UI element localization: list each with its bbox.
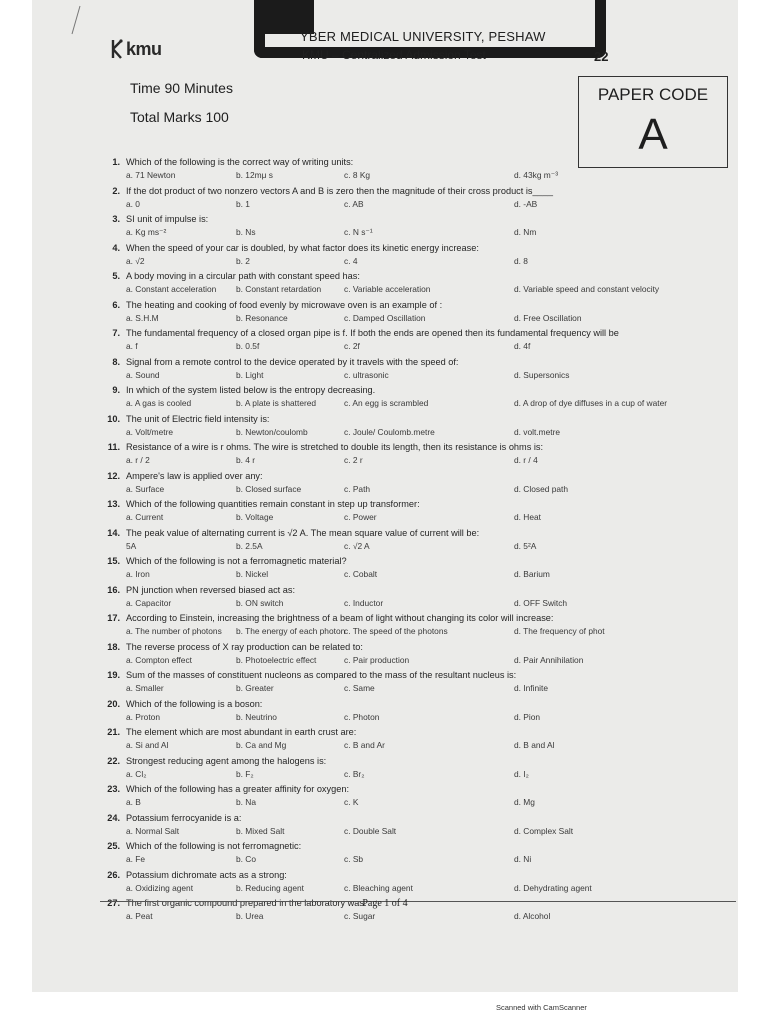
answer-option-b: b. Closed surface xyxy=(236,483,302,494)
answer-option-b: b. 12mμ s xyxy=(236,170,273,180)
answer-option-d: d. r / 4 xyxy=(514,455,538,465)
question-item xyxy=(94,357,734,386)
answer-option-d: d. Barium xyxy=(514,569,550,579)
question-text-line xyxy=(94,613,553,623)
question-item xyxy=(94,813,734,842)
answer-option-c: c. Pair production xyxy=(344,654,410,665)
question-text: Which of the following is not a ferromagnetic material? xyxy=(126,556,347,566)
question-item xyxy=(94,214,734,243)
answer-option-c: c. Photon xyxy=(344,711,380,722)
question-text-line xyxy=(94,756,326,766)
time-allowed: Time 90 Minutes xyxy=(130,80,233,96)
question-item xyxy=(94,613,734,642)
question-number: 20. xyxy=(107,698,120,709)
answer-option-c: c. Cobalt xyxy=(344,569,378,579)
answer-option-d: d. Heat xyxy=(514,512,542,522)
answer-option-a: a. Constant acceleration xyxy=(126,284,217,294)
answer-option-c: c. Sb xyxy=(344,854,364,864)
question-number: 4. xyxy=(112,242,120,253)
answer-option-a: a. Oxidizing agent xyxy=(126,882,194,893)
answer-option-d: d. Ni xyxy=(514,854,532,864)
question-text: Strongest reducing agent among the halogens is: xyxy=(126,755,327,766)
answer-option-a: a. Volt/metre xyxy=(126,426,174,437)
answer-option-d: d. Alcohol xyxy=(514,911,551,921)
answer-option-b: b. 1 xyxy=(236,198,250,209)
question-item xyxy=(94,157,734,186)
answer-option-b: b. Na xyxy=(236,797,257,807)
answer-option-c: c. Inductor xyxy=(344,597,384,608)
answer-option-b: b. Co xyxy=(236,854,257,864)
answer-option-d: d. Complex Salt xyxy=(514,825,574,836)
kmu-logo xyxy=(110,38,162,60)
answer-option-b: b. 2.5A xyxy=(236,540,263,551)
question-text-line xyxy=(94,870,287,880)
question-item xyxy=(94,585,734,614)
answer-option-b: b. 2 xyxy=(236,255,250,266)
question-text-line xyxy=(94,556,347,566)
answer-option-b: b. Ns xyxy=(236,227,256,237)
question-text: Which of the following is not ferromagnetic: xyxy=(126,841,302,851)
answer-option-a: a. Iron xyxy=(126,569,150,579)
answer-option-b: b. Resonance xyxy=(236,312,288,323)
question-number: 2. xyxy=(112,185,120,196)
answer-option-d: d. 5²A xyxy=(514,540,537,551)
answer-option-b: b. The energy of each photon xyxy=(236,626,346,636)
question-text-line xyxy=(94,699,262,709)
institution-name: YBER MEDICAL UNIVERSITY, PESHAW xyxy=(300,29,546,44)
answer-option-a: a. 71 Newton xyxy=(126,170,176,180)
question-text-line xyxy=(94,813,241,823)
question-text-line xyxy=(94,271,360,281)
question-text: The element which are most abundant in earth crust are: xyxy=(126,727,357,737)
question-number: 10. xyxy=(107,413,120,424)
question-item xyxy=(94,841,734,870)
question-text: Ampere's law is applied over any: xyxy=(126,470,263,481)
question-text-line xyxy=(94,499,420,509)
question-item xyxy=(94,328,734,357)
answer-option-c: c. K xyxy=(344,797,359,807)
answer-option-c: c. Joule/ Coulomb.metre xyxy=(344,426,435,437)
answer-option-b: b. Photoelectric effect xyxy=(236,654,317,665)
question-number: 9. xyxy=(112,385,120,395)
answer-option-d: d. Nm xyxy=(514,227,537,237)
question-number: 24. xyxy=(107,812,120,823)
page-number: Page 1 of 4 xyxy=(362,898,408,909)
question-number: 3. xyxy=(112,214,120,224)
answer-option-d: d. 43kg m⁻³ xyxy=(514,170,558,180)
answer-option-d: d. Pair Annihilation xyxy=(514,654,584,665)
question-text: The fundamental frequency of a closed organ pipe is f. If both the ends are opened then its fundamental frequency will be xyxy=(126,328,619,338)
question-text-line xyxy=(94,385,375,395)
question-text: Which of the following quantities remain constant in step up transformer: xyxy=(126,499,420,509)
answer-option-b: b. Urea xyxy=(236,911,264,921)
answer-option-c: c. Double Salt xyxy=(344,825,397,836)
question-text: The reverse process of X ray production can be related to: xyxy=(126,641,363,652)
answer-option-a: a. Surface xyxy=(126,483,165,494)
exam-paper-sheet xyxy=(32,0,738,992)
question-item xyxy=(94,870,734,899)
answer-option-a: a. f xyxy=(126,341,138,351)
answer-option-a: a. Si and Al xyxy=(126,740,169,750)
question-text: Which of the following is the correct way of writing units: xyxy=(126,157,354,167)
answer-option-a: a. Sound xyxy=(126,369,160,380)
question-text: SI unit of impulse is: xyxy=(126,214,209,224)
answer-option-c: c. AB xyxy=(344,198,364,209)
answer-option-a: a. B xyxy=(126,797,141,807)
answer-option-d: d. Supersonics xyxy=(514,369,570,380)
question-text-line xyxy=(94,727,356,737)
answer-option-d: d. I₂ xyxy=(514,768,529,779)
answer-option-a: a. Kg ms⁻² xyxy=(126,227,167,237)
question-number: 11. xyxy=(107,442,120,452)
answer-option-c: c. The speed of the photons xyxy=(344,626,448,636)
exam-year-fragment: 22 xyxy=(594,49,609,64)
answer-option-c: c. 4 xyxy=(344,255,358,266)
kmu-logo-text: kmu xyxy=(126,38,162,59)
answer-option-a: a. The number of photons xyxy=(126,626,222,636)
answer-option-d: d. volt.metre xyxy=(514,426,561,437)
answer-option-d: d. Free Oscillation xyxy=(514,312,582,323)
answer-option-b: b. Light xyxy=(236,369,264,380)
answer-option-d: d. OFF Switch xyxy=(514,597,568,608)
answer-option-b: b. Neutrino xyxy=(236,711,277,722)
scanner-watermark: Scanned with CamScanner xyxy=(496,1003,587,1012)
answer-option-b: b. ON switch xyxy=(236,597,284,608)
answer-option-d: d. Closed path xyxy=(514,483,569,494)
question-item xyxy=(94,528,734,557)
question-text-line xyxy=(94,214,208,224)
question-text: When the speed of your car is doubled, by what factor does its kinetic energy increase: xyxy=(126,242,479,253)
exam-subtitle: KMU – Centralized Admission Test xyxy=(302,48,486,62)
question-number: 21. xyxy=(107,727,120,737)
question-number: 18. xyxy=(107,641,120,652)
question-number: 15. xyxy=(107,556,120,566)
question-text-line xyxy=(94,528,479,538)
answer-option-c: c. B and Ar xyxy=(344,740,385,750)
question-item xyxy=(94,499,734,528)
answer-option-a: a. Peat xyxy=(126,911,153,921)
question-item xyxy=(94,243,734,272)
answer-option-b: b. F₂ xyxy=(236,768,254,779)
question-text: Potassium ferrocyanide is a: xyxy=(126,812,242,823)
answer-option-b: b. Voltage xyxy=(236,512,274,522)
total-marks: Total Marks 100 xyxy=(130,109,229,125)
answer-option-a: a. 0 xyxy=(126,198,140,209)
question-text: Which of the following is a boson: xyxy=(126,698,263,709)
question-number: 5. xyxy=(112,271,120,281)
question-number: 17. xyxy=(107,613,120,623)
question-item xyxy=(94,699,734,728)
question-number: 25. xyxy=(107,841,120,851)
answer-option-c: c. Path xyxy=(344,483,371,494)
answer-option-d: d. B and Al xyxy=(514,740,555,750)
answer-option-c: c. An egg is scrambled xyxy=(344,398,429,408)
question-number: 22. xyxy=(107,755,120,766)
answer-option-c: c. Damped Oscillation xyxy=(344,312,426,323)
question-number: 14. xyxy=(107,527,120,538)
question-item xyxy=(94,670,734,699)
question-number: 12. xyxy=(107,470,120,481)
question-item xyxy=(94,642,734,671)
answer-option-b: b. 0.5f xyxy=(236,341,260,351)
answer-option-a: a. Cl₂ xyxy=(126,768,147,779)
question-text: The peak value of alternating current is √2 A. The mean square value of current will be: xyxy=(126,527,480,538)
paper-code-letter: A xyxy=(638,110,668,159)
question-number: 19. xyxy=(107,670,120,680)
answer-option-b: b. Newton/coulomb xyxy=(236,426,308,437)
question-text: Signal from a remote control to the device operated by it travels with the speed of: xyxy=(126,356,459,367)
question-list xyxy=(94,157,734,927)
answer-option-c: c. N s⁻¹ xyxy=(344,227,373,237)
answer-option-a: a. Capacitor xyxy=(126,597,172,608)
question-item xyxy=(94,385,734,414)
answer-option-d: d. 8 xyxy=(514,255,528,266)
kmu-logo-icon xyxy=(110,38,124,60)
answer-option-d: d. -AB xyxy=(514,198,538,209)
answer-option-a: a. r / 2 xyxy=(126,455,150,465)
question-text: In which of the system listed below is the entropy decreasing. xyxy=(126,385,376,395)
answer-option-a: a. Compton effect xyxy=(126,654,192,665)
question-text-line xyxy=(94,784,349,794)
question-number: 16. xyxy=(107,584,120,595)
answer-option-a: a. A gas is cooled xyxy=(126,398,192,408)
answer-option-a: a. Proton xyxy=(126,711,160,722)
answer-option-d: d. The frequency of phot xyxy=(514,626,605,636)
answer-option-c: c. Power xyxy=(344,512,377,522)
question-number: 7. xyxy=(112,328,120,338)
answer-option-b: b. 4 r xyxy=(236,455,256,465)
question-text-line xyxy=(94,670,516,680)
question-text-line xyxy=(94,471,263,481)
answer-option-d: d. Dehydrating agent xyxy=(514,882,592,893)
answer-option-c: c. 2f xyxy=(344,341,360,351)
question-text-line xyxy=(94,414,270,424)
answer-option-d: d. Variable speed and constant velocity xyxy=(514,284,660,294)
answer-option-d: d. Mg xyxy=(514,797,535,807)
paper-code-label: PAPER CODE xyxy=(597,85,709,104)
question-item xyxy=(94,414,734,443)
question-text: The heating and cooking of food evenly by microwave oven is an example of : xyxy=(126,299,443,310)
answer-option-d: d. Pion xyxy=(514,711,541,722)
question-number: 26. xyxy=(107,869,120,880)
answer-option-c: c. Same xyxy=(344,683,375,693)
question-item xyxy=(94,756,734,785)
answer-option-b: b. Nickel xyxy=(236,569,269,579)
question-item xyxy=(94,300,734,329)
question-text-line xyxy=(94,328,619,338)
paper-code-box xyxy=(578,76,728,168)
question-text-line xyxy=(94,186,553,196)
answer-option-c: c. Variable acceleration xyxy=(344,284,431,294)
answer-option-d: d. 4f xyxy=(514,341,531,351)
answer-option-b: b. Constant retardation xyxy=(236,284,322,294)
answer-option-d: d. A drop of dye diffuses in a cup of water xyxy=(514,398,668,408)
question-text: The unit of Electric field intensity is: xyxy=(126,413,270,424)
answer-option-b: b. Ca and Mg xyxy=(236,740,287,750)
question-number: 8. xyxy=(112,356,120,367)
answer-option-b: b. Mixed Salt xyxy=(236,825,285,836)
question-text-line xyxy=(94,157,353,167)
question-text: Resistance of a wire is r ohms. The wire is stretched to double its length, then its resistance is ohms is: xyxy=(126,442,544,452)
question-text: If the dot product of two nonzero vectors A and B is zero then the magnitude of their cross product is____ xyxy=(126,185,553,196)
question-number: 1. xyxy=(112,157,120,167)
question-text: Sum of the masses of constituent nucleons as compared to the mass of the resultant nucleus is: xyxy=(126,670,517,680)
question-item xyxy=(94,442,734,471)
question-text-line xyxy=(94,300,442,310)
answer-option-a: a. √2 xyxy=(126,255,145,266)
answer-option-a: a. Fe xyxy=(126,854,146,864)
answer-option-a: a. Normal Salt xyxy=(126,825,180,836)
question-text-line xyxy=(94,357,458,367)
question-text: Potassium dichromate acts as a strong: xyxy=(126,869,287,880)
answer-option-c: c. ultrasonic xyxy=(344,369,389,380)
question-text: The first organic compound prepared in the laboratory was: xyxy=(126,898,367,908)
answer-option-c: c. 2 r xyxy=(344,455,363,465)
question-item xyxy=(94,471,734,500)
question-text-line xyxy=(94,642,363,652)
question-text: According to Einstein, increasing the brightness of a beam of light without changing its color will increase: xyxy=(126,613,554,623)
question-item xyxy=(94,271,734,300)
answer-option-d: d. Infinite xyxy=(514,683,548,693)
answer-option-c: c. Bleaching agent xyxy=(344,882,413,893)
answer-option-a: a. Current xyxy=(126,512,164,522)
question-number: 13. xyxy=(107,499,120,509)
question-text-line xyxy=(94,585,295,595)
answer-option-a: a. S.H.M xyxy=(126,312,159,323)
answer-option-b: b. Reducing agent xyxy=(236,882,304,893)
question-number: 6. xyxy=(112,299,120,310)
answer-option-b: b. A plate is shattered xyxy=(236,398,317,408)
answer-option-a: a. Smaller xyxy=(126,683,164,693)
answer-option-c: c. 8 Kg xyxy=(344,170,371,180)
question-text-line xyxy=(94,243,479,253)
answer-option-b: b. Greater xyxy=(236,683,274,693)
question-text: Which of the following has a greater affinity for oxygen: xyxy=(126,784,350,794)
answer-option-a: 5A xyxy=(126,540,137,551)
question-item xyxy=(94,186,734,215)
question-item xyxy=(94,784,734,813)
pen-mark-icon xyxy=(68,4,84,36)
question-text-line xyxy=(94,841,301,851)
question-number: 27. xyxy=(107,898,120,908)
answer-option-c: c. Br₂ xyxy=(344,768,365,779)
question-item xyxy=(94,727,734,756)
question-item xyxy=(94,556,734,585)
answer-option-c: c. Sugar xyxy=(344,911,376,921)
question-text: PN junction when reversed biased act as: xyxy=(126,584,296,595)
question-text-line xyxy=(94,442,543,452)
answer-option-c: c. √2 A xyxy=(344,540,370,551)
question-number: 23. xyxy=(107,784,120,794)
question-text: A body moving in a circular path with constant speed has: xyxy=(126,271,360,281)
